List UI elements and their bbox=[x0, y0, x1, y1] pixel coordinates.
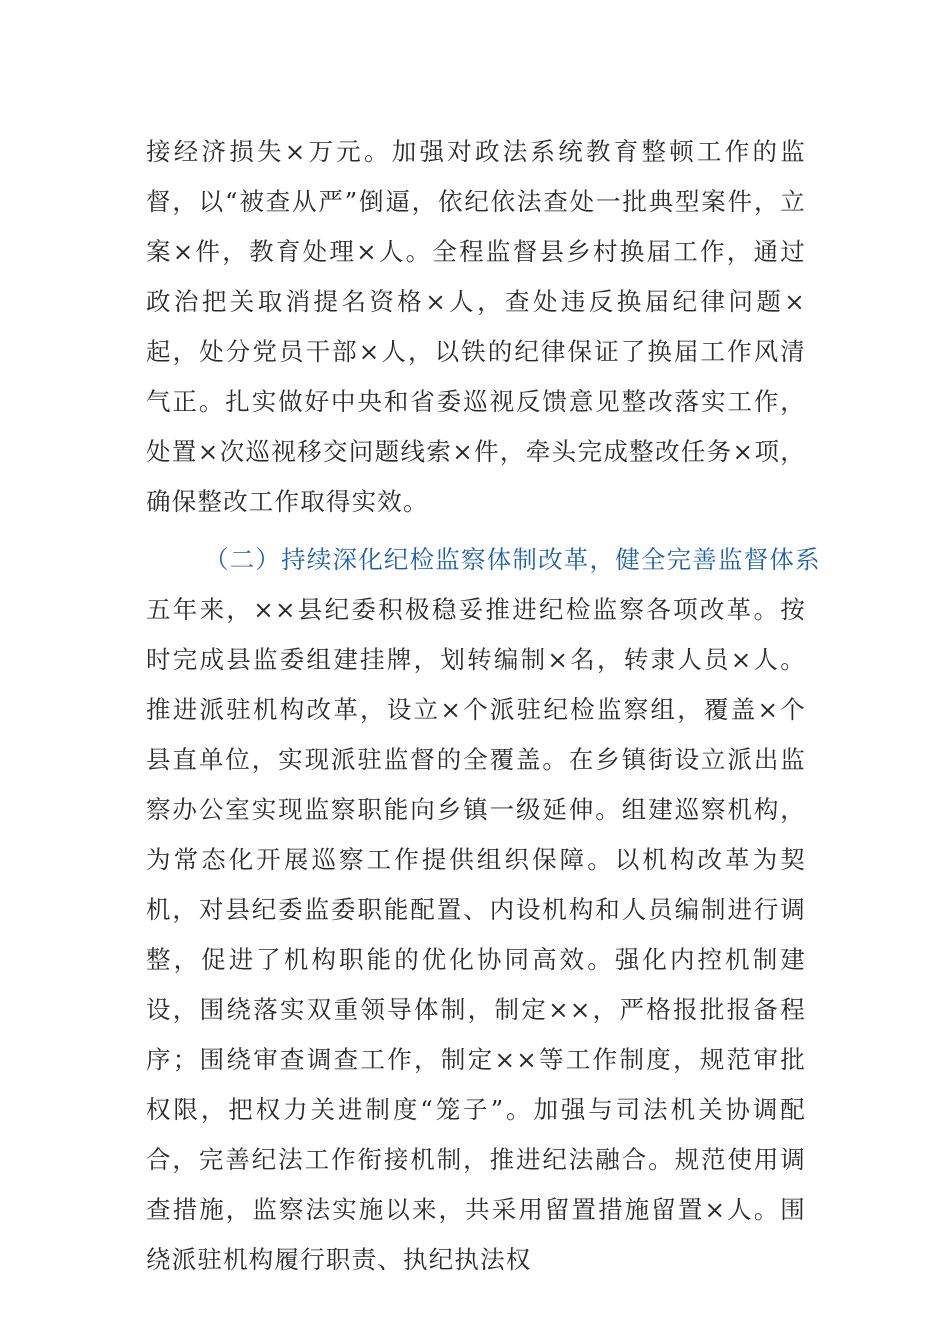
document-body bbox=[146, 127, 821, 1285]
section-heading: （二）持续深化纪检监察体制改革，健全完善监督体系 bbox=[204, 545, 821, 574]
body-paragraph-2: 五年来，××县纪委积极稳妥推进纪检监察各项改革。按时完成县监委组建挂牌，划转编制×名，转隶人员×人。推进派驻机构改革，设立×个派驻纪检监察组，覆盖×个县直单位，实现派驻监督的全覆盖。在乡镇街设立派出监察办公室实现监察职能向乡镇一级延伸。组建巡察机构，为常态化开展巡察工作提供组织保障。以机构改革为契机，对县纪委监委职能配置、内设机构和人员编制进行调整，促进了机构职能的优化协同高效。强化内控机制建设，围绕落实双重领导体制，制定××，严格报批报备程序；围绕审查调查工作，制定××等工作制度，规范审批权限，把权力关进制度“笼子”。加强与司法机关协调配合，完善纪法工作衔接机制，推进纪法融合。规范使用调查措施，监察法实施以来，共采用留置措施留置×人。围绕派驻机构履行职责、执纪执法权 bbox=[146, 595, 806, 1274]
paragraph-gap bbox=[146, 527, 806, 535]
body-paragraph-1: 接经济损失×万元。加强对政法系统教育整顿工作的监督，以“被查从严”倒逼，依纪依法查处一批典型案件，立案×件，教育处理×人。全程监督县乡村换届工作，通过政治把关取消提名资格×人，查处违反换届纪律问题×起，处分党员干部×人，以铁的纪律保证了换届工作风清气正。扎实做好中央和省委巡视反馈意见整改落实工作，处置×次巡视移交问题线索×件，牵头完成整改任务×项，确保整改工作取得实效。 bbox=[146, 137, 806, 516]
